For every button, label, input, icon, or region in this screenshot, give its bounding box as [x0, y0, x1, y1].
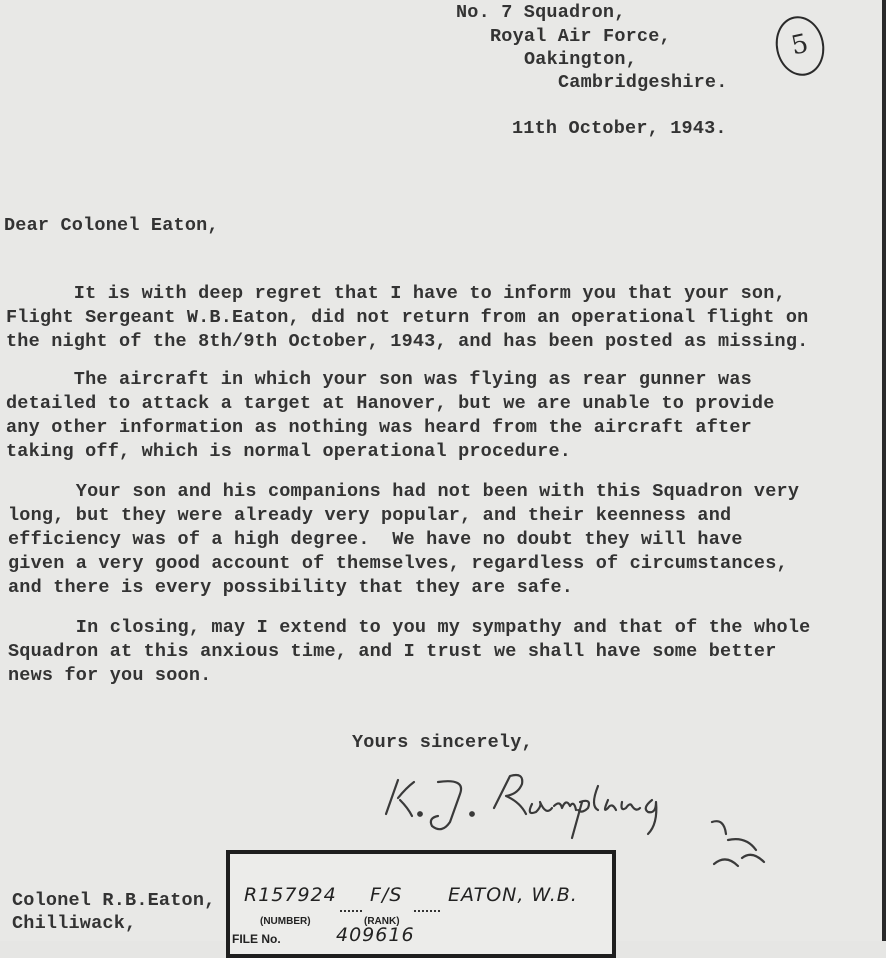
stamp-dots-1: [340, 910, 362, 912]
stamp-rank-label: (RANK): [364, 916, 400, 927]
body-paragraph-2: The aircraft in which your son was flying as rear gunner was detailed to attack a target at Hanover, but we are unable to provide any other information as nothing was heard from the aircraft after taking off, which is normal operational procedure.: [6, 369, 775, 462]
letterhead-station: Oakington,: [524, 49, 638, 70]
stamp-rank: F/S: [370, 884, 403, 906]
scan-edge: [882, 0, 886, 941]
body-paragraph-1: It is with deep regret that I have to inform you that your son, Flight Sergeant W.B.Eaton, did not return from an operational flight on the night of the 8th/9th October, 1943, and has been posted as missing.: [6, 283, 809, 352]
record-stamp: [226, 850, 616, 958]
addressee-town: Chilliwack,: [12, 913, 137, 934]
body-paragraph-3: Your son and his companions had not been with this Squadron very long, but they were already very popular, and their keenness and efficiency was of a high degree. We have no doubt they will have given a very good account of themselves, regardless of circumstances, and there is every possibility that they are safe.: [8, 481, 800, 598]
stamp-file-number: 409616: [336, 924, 415, 946]
body-paragraph-4: In closing, may I extend to you my sympathy and that of the whole Squadron at this anxious time, and I trust we shall have some better news for you soon.: [8, 617, 811, 686]
folio-number-circle: [770, 12, 829, 81]
stamp-service-number: R157924: [244, 884, 337, 906]
stamp-number-label: (NUMBER): [260, 916, 311, 927]
letter-date: 11th October, 1943.: [512, 118, 727, 139]
stamp-file-label: FILE No.: [232, 932, 281, 946]
stamp-dots-2: [414, 910, 440, 912]
stamp-name: EATON, W.B.: [448, 884, 578, 906]
letterhead-service: Royal Air Force,: [490, 26, 671, 47]
letterhead-county: Cambridgeshire.: [558, 72, 728, 93]
folio-number: 5: [788, 28, 811, 62]
letterhead-squadron: No. 7 Squadron,: [456, 2, 626, 23]
addressee-name: Colonel R.B.Eaton,: [12, 890, 216, 911]
salutation: Dear Colonel Eaton,: [4, 215, 219, 236]
closing: Yours sincerely,: [352, 732, 533, 753]
